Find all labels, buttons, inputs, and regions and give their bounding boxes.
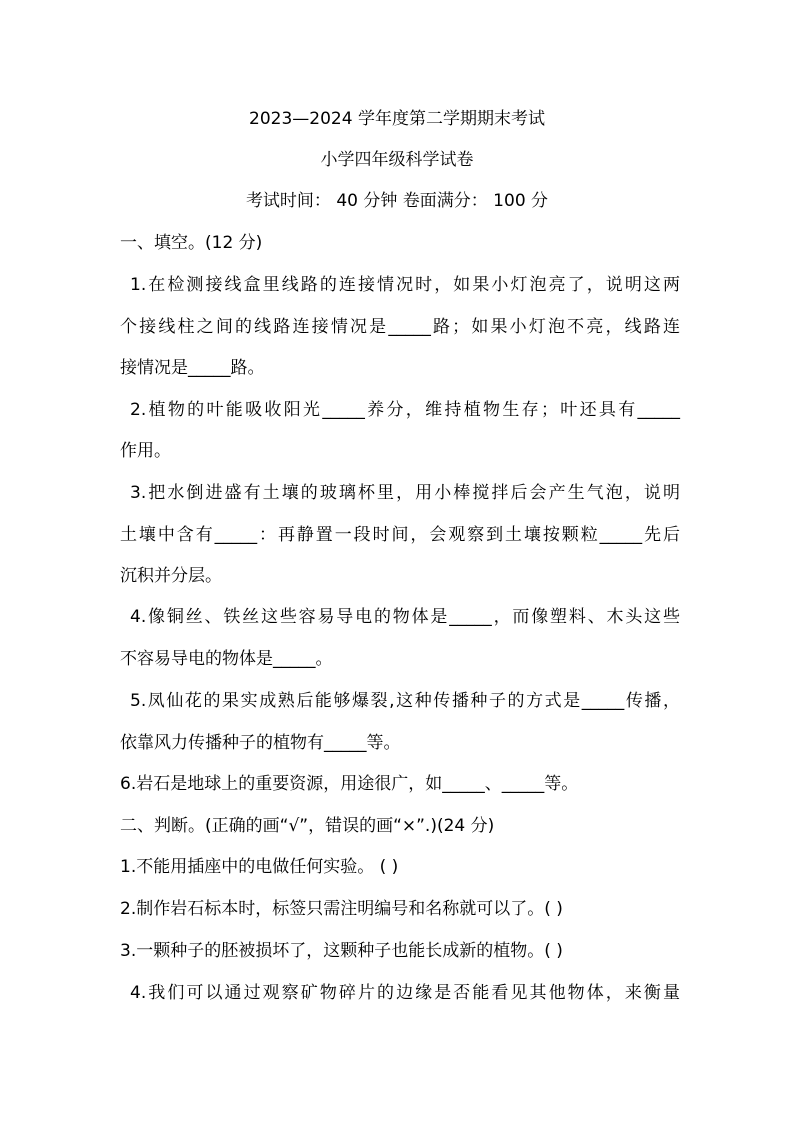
question-2-line-1: 2.植物的叶能吸收阳光_____养分，维持植物生存；叶还具有_____ (130, 400, 680, 420)
section-heading-fill-in: 一、填空。(12 分) (120, 233, 263, 253)
question-3-line-3: 沉积并分层。 (120, 566, 222, 586)
section-heading-true-false: 二、判断。(正确的画“√”，错误的画“×”.)(24 分) (120, 816, 495, 836)
question-1-line-1: 1.在检测接线盒里线路的连接情况时，如果小灯泡亮了，说明这两 (130, 275, 680, 295)
question-4-line-1: 4.像铜丝、铁丝这些容易导电的物体是_____，而像塑料、木头这些 (130, 607, 680, 627)
judge-question-3: 3.一颗种子的胚被损坏了，这颗种子也能长成新的植物。( ) (120, 941, 563, 961)
question-3-line-2: 土壤中含有_____：再静置一段时间，会观察到土壤按颗粒_____先后 (120, 525, 680, 545)
judge-question-2: 2.制作岩石标本时，标签只需注明编号和名称就可以了。( ) (120, 899, 563, 919)
question-5-line-2: 依靠风力传播种子的植物有_____等。 (120, 733, 401, 753)
question-4-line-2: 不容易导电的物体是_____。 (120, 649, 333, 669)
question-1-line-2: 个接线柱之间的线路连接情况是_____路；如果小灯泡不亮，线路连 (120, 317, 680, 337)
judge-question-4-line-1: 4.我们可以通过观察矿物碎片的边缘是否能看见其他物体，来衡量 (130, 983, 680, 1003)
exam-subtitle: 小学四年级科学试卷 (320, 150, 474, 170)
question-5-line-1: 5.凤仙花的果实成熟后能够爆裂,这种传播种子的方式是_____传播， (130, 691, 680, 711)
question-2-line-2: 作用。 (120, 441, 171, 461)
judge-question-1: 1.不能用插座中的电做任何实验。 ( ) (120, 857, 399, 877)
exam-title: 2023—2024 学年度第二学期期末考试 (249, 109, 545, 129)
question-6-line-1: 6.岩石是地球上的重要资源，用途很广，如_____、_____等。 (120, 774, 579, 794)
question-3-line-1: 3.把水倒进盛有土壤的玻璃杯里，用小棒搅拌后会产生气泡，说明 (130, 483, 680, 503)
exam-info: 考试时间： 40 分钟 卷面满分： 100 分 (245, 191, 549, 211)
question-1-line-3: 接情况是_____路。 (120, 358, 265, 378)
